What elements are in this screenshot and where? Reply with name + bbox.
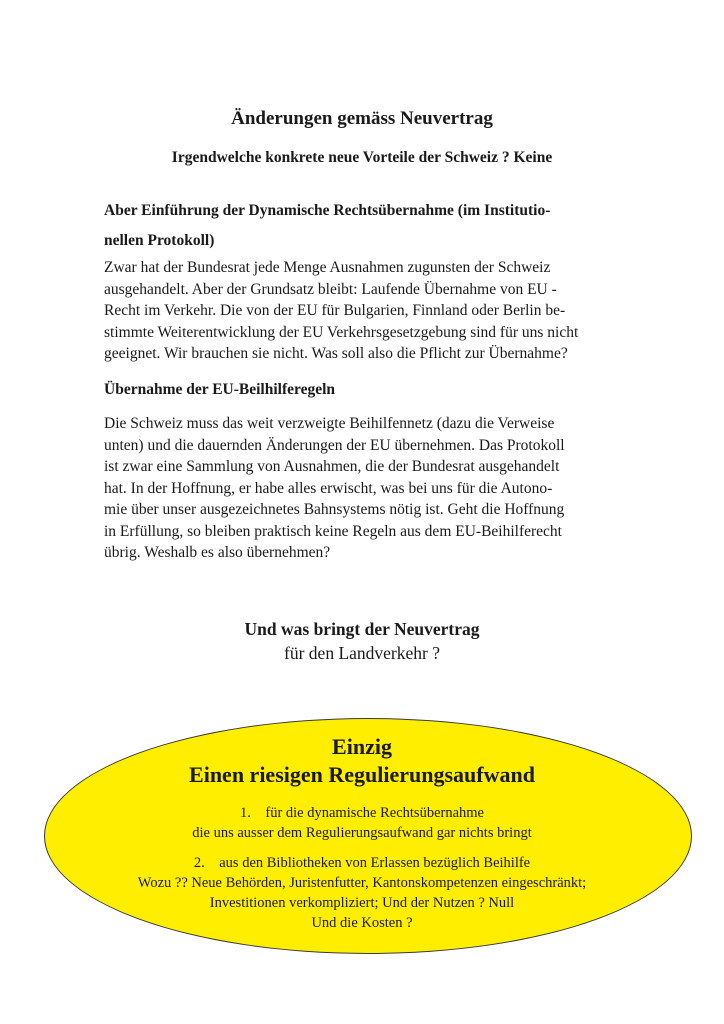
section2-paragraph — [104, 413, 628, 564]
paragraph-line: hat. In der Hoffnung, er habe alles erwischt, was bei uns für die Autono- — [104, 479, 553, 497]
page-title: Änderungen gemäss Neuvertrag — [231, 108, 493, 129]
question-line1: Und was bringt der Neuvertrag — [244, 619, 480, 639]
paragraph-line: unten) und die dauernden Änderungen der EU übernehmen. Das Protokoll — [104, 436, 565, 454]
paragraph-line: Die Schweiz muss das weit verzweigte Beihilfennetz (dazu die Verweise — [104, 415, 555, 432]
callout-item-line: 1. für die dynamische Rechtsübernahme — [239, 805, 484, 821]
callout-item-1 — [0, 803, 724, 843]
paragraph-line: übrig. Weshalb es also übernehmen? — [104, 544, 331, 561]
callout-title-line1: Einzig — [332, 734, 392, 759]
callout-item-line: Und die Kosten ? — [311, 915, 413, 931]
section1-paragraph — [104, 257, 628, 365]
section1-heading-line1: Aber Einführung der Dynamische Rechtsübernahme (im Institutio- — [104, 202, 551, 219]
paragraph-line: in Erfüllung, so bleiben praktisch keine Regeln aus dem EU-Beihilferecht — [104, 522, 562, 540]
paragraph-line: ausgehandelt. Aber der Grundsatz bleibt: Laufende Übernahme von EU - — [104, 280, 557, 298]
paragraph-line: ist zwar eine Sammlung von Ausnahmen, die der Bundesrat ausgehandelt — [104, 458, 560, 475]
callout-title — [0, 733, 724, 789]
paragraph-line: stimmte Weiterentwicklung der EU Verkehrsgesetzgebung sind für uns nicht — [104, 323, 579, 341]
callout-item-line: 2. aus den Bibliotheken von Erlassen bezüglich Beihilfe — [193, 855, 531, 871]
page-subtitle: Irgendwelche konkrete neue Vorteile der Schweiz ? Keine — [171, 149, 553, 166]
section2-heading: Übernahme der EU-Beilhilferegeln — [104, 381, 336, 398]
callout-item-line: die uns ausser dem Regulierungsaufwand gar nichts bringt — [192, 825, 532, 841]
paragraph-line: mie über unser ausgezeichnetes Bahnsystems nötig ist. Geht die Hoffnung — [104, 501, 565, 518]
paragraph-line: geeignet. Wir brauchen sie nicht. Was soll also die Pflicht zur Übernahme? — [104, 345, 568, 362]
callout-item-2 — [0, 853, 724, 933]
callout-title-line2: Einen riesigen Regulierungsaufwand — [189, 762, 535, 787]
question-block — [0, 617, 724, 665]
section1-heading — [104, 196, 624, 256]
section1-heading-line2: nellen Protokoll) — [104, 232, 215, 249]
paragraph-line: Recht im Verkehr. Die von der EU für Bulgarien, Finnland oder Berlin be- — [104, 302, 566, 319]
paragraph-line: Zwar hat der Bundesrat jede Menge Ausnahmen zugunsten der Schweiz — [104, 259, 551, 276]
callout-item-line: Investitionen verkompliziert; Und der Nutzen ? Null — [209, 895, 515, 911]
callout-item-line: Wozu ?? Neue Behörden, Juristenfutter, Kantonskompetenzen eingeschränkt; — [137, 875, 587, 891]
question-line2: für den Landverkehr ? — [284, 643, 440, 663]
